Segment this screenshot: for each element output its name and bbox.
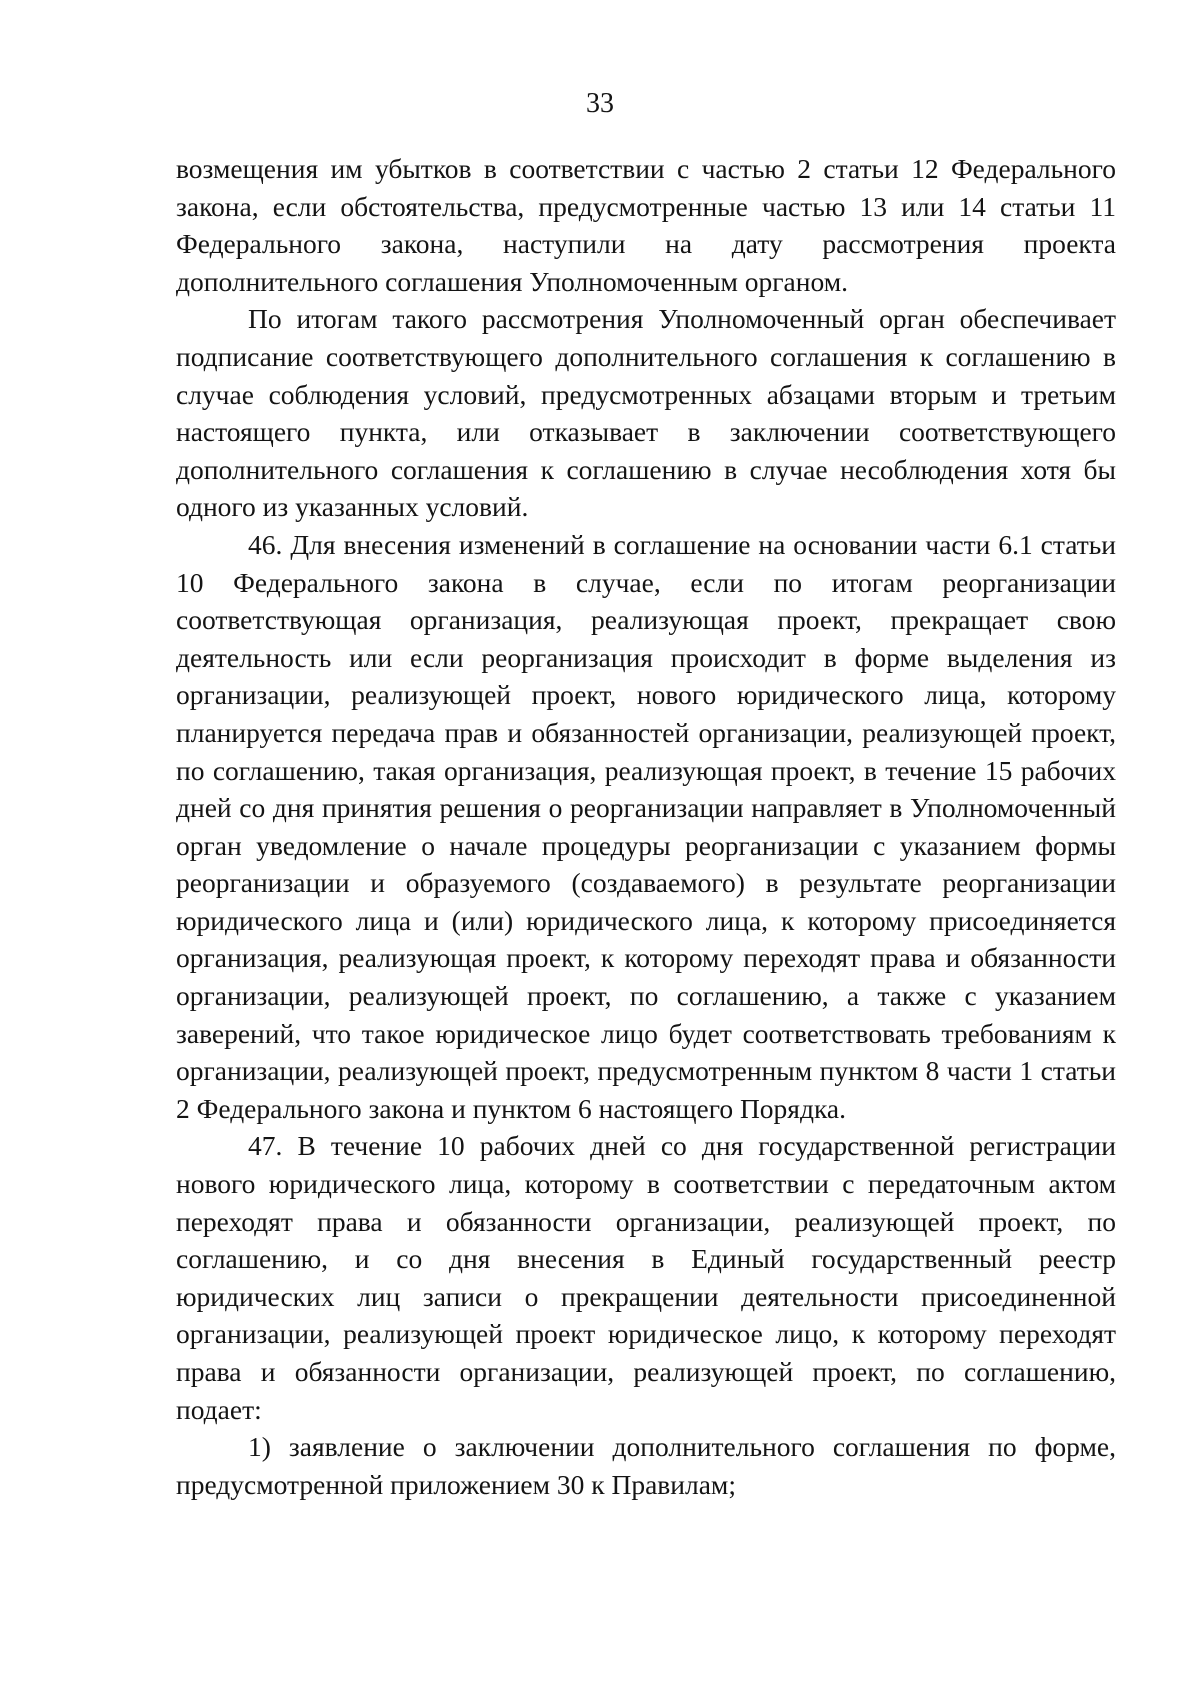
paragraph-review-outcome: По итогам такого рассмотрения Уполномоченный орган обеспечивает подписание соответствующего дополнительного соглашения к соглашению в случае соблюдения условий, предусмотренных абзацами вторым и третьим настоящего пункта, или отказывает в заключении соответствующего дополнительного соглашения к соглашению в случае несоблюдения хотя бы одного из указанных условий.	[176, 303, 1116, 523]
document-body	[176, 150, 1116, 1503]
page-number: 33	[586, 88, 614, 119]
paragraph-item-47: 47. В течение 10 рабочих дней со дня государственной регистрации нового юридического лица, которому в соответствии с передаточным актом переходят права и обязанности организации, реализующей проект, по соглашению, и со дня внесения в Единый государственный реестр юридических лиц записи о прекращении деятельности присоединенной организации, реализующей проект юридическое лицо, к которому переходят права и обязанности организации, реализующей проект, по соглашению, подает:	[176, 1130, 1116, 1425]
paragraph-subitem-1: 1) заявление о заключении дополнительного соглашения по форме, предусмотренной приложением 30 к Правилам;	[176, 1431, 1116, 1500]
paragraph-continuation: возмещения им убытков в соответствии с частью 2 статьи 12 Федерального закона, если обстоятельства, предусмотренные частью 13 или 14 статьи 11 Федерального закона, наступили на дату рассмотрения проекта дополнительного соглашения Уполномоченным органом.	[176, 153, 1116, 297]
paragraph-item-46: 46. Для внесения изменений в соглашение на основании части 6.1 статьи 10 Федерального закона в случае, если по итогам реорганизации соответствующая организация, реализующая проект, прекращает свою деятельность или если реорганизация происходит в форме выделения из организации, реализующей проект, нового юридического лица, которому планируется передача прав и обязанностей организации, реализующей проект, по соглашению, такая организация, реализующая проект, в течение 15 рабочих дней со дня принятия решения о реорганизации направляет в Уполномоченный орган уведомление о начале процедуры реорганизации с указанием формы реорганизации и образуемого (создаваемого) в результате реорганизации юридического лица и (или) юридического лица, к которому присоединяется организация, реализующая проект, к которому переходят права и обязанности организации, реализующей проект, по соглашению, а также с указанием заверений, что такое юридическое лицо будет соответствовать требованиям к организации, реализующей проект, предусмотренным пунктом 8 части 1 статьи 2 Федерального закона и пунктом 6 настоящего Порядка.	[176, 528, 1116, 1124]
